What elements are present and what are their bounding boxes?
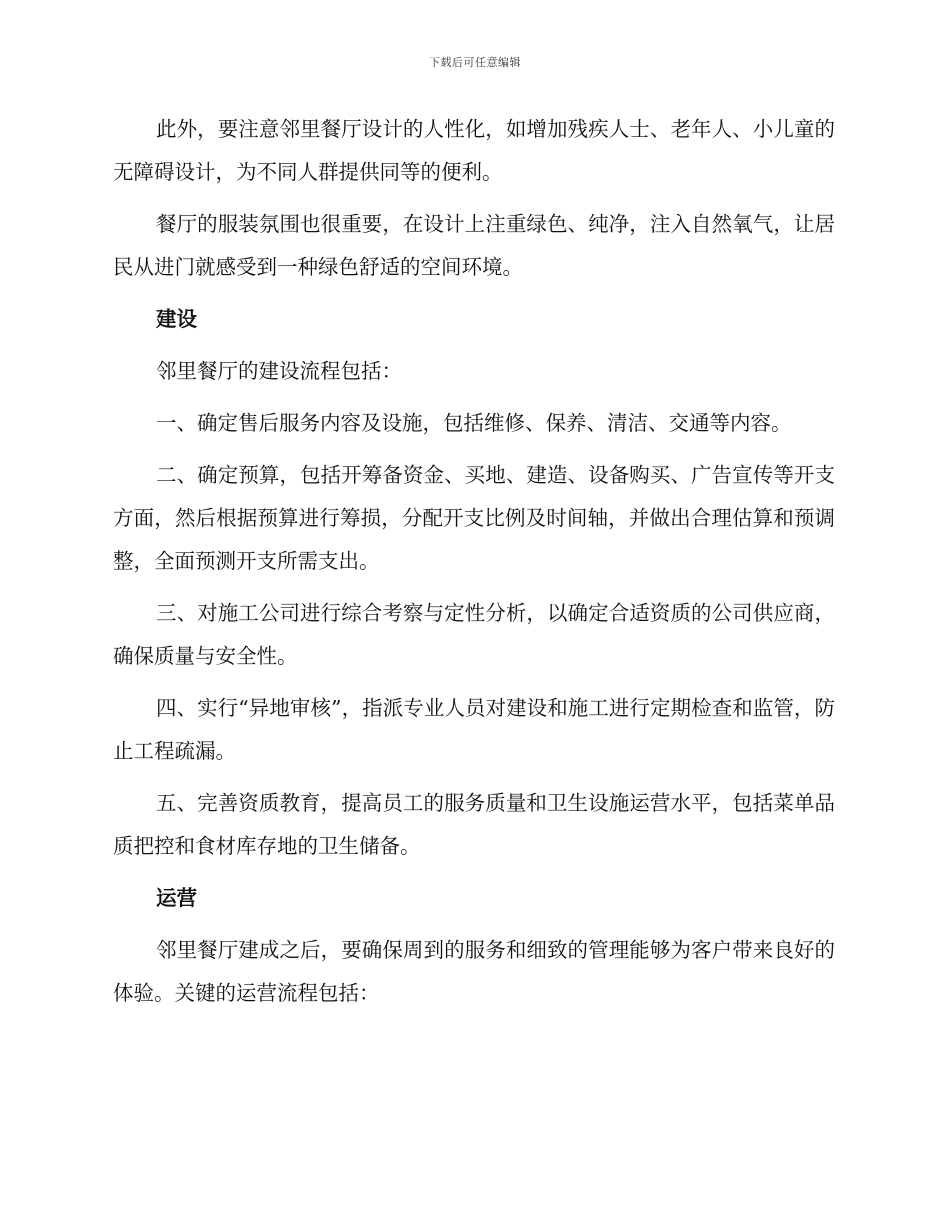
paragraph-atmosphere: 餐厅的服装氛围也很重要，在设计上注重绿色、纯净，注入自然氧气，让居民从进门就感受到一种绿色舒适的空间环境。 <box>113 212 835 279</box>
paragraph-accessibility: 此外，要注意邻里餐厅设计的人性化，如增加残疾人士、老年人、小儿童的无障碍设计，为不同人群提供同等的便利。 <box>113 117 835 184</box>
paragraph-build-intro: 邻里餐厅的建设流程包括： <box>156 359 402 383</box>
paragraph-step-five: 五、完善资质教育，提高员工的服务质量和卫生设施运营水平，包括菜单品质把控和食材库存地的卫生储备。 <box>113 791 835 858</box>
page-header: 下载后可任意编辑 <box>429 56 521 69</box>
paragraph-step-two: 二、确定预算，包括开筹备资金、买地、建造、设备购买、广告宣传等开支方面，然后根据预算进行筹损，分配开支比例及时间轴，并做出合理估算和预调整，全面预测开支所需支出。 <box>113 463 835 573</box>
paragraph-step-four: 四、实行“异地审核”，指派专业人员对建设和施工进行定期检查和监管，防止工程疏漏。 <box>113 696 835 763</box>
paragraph-step-three: 三、对施工公司进行综合考察与定性分析，以确定合适资质的公司供应商，确保质量与安全性。 <box>113 601 835 668</box>
paragraph-operations-intro: 邻里餐厅建成之后，要确保周到的服务和细致的管理能够为客户带来良好的体验。关键的运营流程包括： <box>113 938 835 1005</box>
document-body <box>113 108 835 1024</box>
section-heading-build: 建设 <box>156 307 197 331</box>
paragraph-step-one: 一、确定售后服务内容及设施，包括维修、保养、清洁、交通等内容。 <box>156 411 792 435</box>
section-heading-operations: 运营 <box>156 886 197 910</box>
